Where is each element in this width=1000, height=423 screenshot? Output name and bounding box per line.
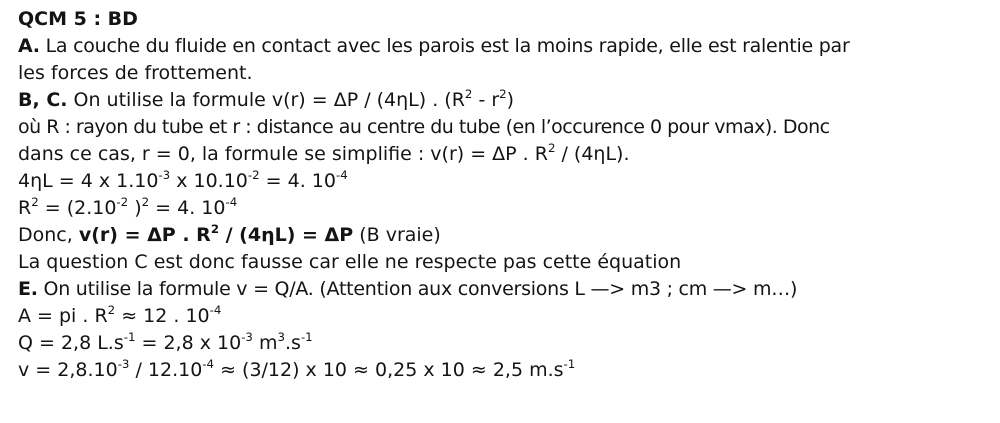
calc-text: A = pi . R	[18, 305, 108, 327]
answer-a-line-2	[18, 60, 993, 87]
calc-text: ≈ (3/12) x 10 ≈ 0,25 x 10 ≈ 2,5 m.s	[214, 359, 564, 381]
calc-text: m	[252, 332, 278, 354]
calc-text: = 4. 10	[259, 170, 336, 192]
calc-text: x 10.10	[170, 170, 248, 192]
correction-document	[18, 6, 993, 384]
donc-result-line	[18, 222, 993, 249]
exponent: 2	[547, 141, 556, 156]
answer-a-label: A.	[18, 35, 40, 57]
exponent: 2	[499, 87, 507, 102]
b-true-note: (B vraie)	[353, 224, 441, 246]
donc-text: Donc,	[18, 224, 79, 246]
question-title	[18, 6, 993, 33]
answer-bc-label: B, C.	[18, 89, 68, 111]
answer-bc-simplify-line	[18, 141, 993, 168]
conclusion-line	[18, 249, 993, 276]
calc-4etaL-line	[18, 168, 993, 195]
exponent: -1	[123, 330, 136, 345]
exponent: -1	[563, 357, 576, 372]
simplify-text-b: / (4ηL).	[555, 143, 630, 165]
conclusion-text: La question C est donc fausse car elle ne respecte pas cette équation	[18, 251, 682, 273]
answer-e-label: E.	[18, 278, 38, 300]
exponent: -3	[158, 168, 171, 183]
answer-e-intro-text: On utilise la formule v = Q/A. (Attention aux conversions L —> m3 ; cm —> m…)	[37, 278, 798, 300]
calc-flow-line	[18, 330, 993, 357]
donc-bold-formula-b: / (4ηL) = ΔP	[219, 224, 354, 246]
poiseuille-formula-intro: On utilise la formule v(r) = ΔP / (4ηL) . (R	[67, 89, 465, 111]
exponent: 2	[31, 195, 39, 210]
question-title-text: QCM 5 : BD	[18, 8, 138, 30]
exponent: 2	[210, 222, 219, 237]
exponent: -4	[335, 168, 348, 183]
exponent: -4	[202, 357, 215, 372]
exponent: -2	[116, 195, 129, 210]
answer-e-intro-line	[18, 276, 993, 303]
calc-r2-line	[18, 195, 993, 222]
exponent: 2	[107, 303, 116, 318]
exponent: 3	[277, 330, 285, 345]
calc-text: 4ηL = 4 x 1.10	[18, 170, 159, 192]
calc-text: = 4. 10	[149, 197, 226, 219]
calc-text: = (2.10	[38, 197, 117, 219]
exponent: -4	[209, 303, 222, 318]
calc-velocity-line	[18, 357, 993, 384]
calc-text: Q = 2,8 L.s	[18, 332, 124, 354]
poiseuille-formula-end: )	[506, 89, 515, 111]
answer-a-text-2: les forces de frottement.	[18, 62, 253, 84]
answer-bc-definition-line	[18, 114, 993, 141]
donc-bold-formula-a: v(r) = ΔP . R	[78, 224, 211, 246]
calc-text: = 2,8 x 10	[135, 332, 242, 354]
radius-definition-text: où R : rayon du tube et r : distance au centre du tube (en l’occurence 0 pour vmax). Donc	[18, 116, 830, 138]
poiseuille-formula-mid: - r	[472, 89, 500, 111]
answer-bc-formula-line	[18, 87, 993, 114]
exponent: -3	[241, 330, 253, 345]
exponent: -2	[247, 168, 260, 183]
calc-text: .s	[284, 332, 301, 354]
exponent: -3	[117, 357, 130, 372]
exponent: -1	[300, 330, 313, 345]
calc-text: ≈ 12 . 10	[115, 305, 210, 327]
calc-text: / 12.10	[129, 359, 203, 381]
calc-text: R	[18, 197, 32, 219]
exponent: -4	[225, 195, 238, 210]
calc-text: )	[128, 197, 142, 219]
simplify-text-a: dans ce cas, r = 0, la formule se simplifie : v(r) = ΔP . R	[18, 143, 548, 165]
calc-text: v = 2,8.10	[18, 359, 118, 381]
answer-a-text-1: La couche du fluide en contact avec les parois est la moins rapide, elle est ralentie par	[39, 35, 850, 57]
exponent: 2	[141, 195, 150, 210]
calc-area-line	[18, 303, 993, 330]
exponent: 2	[464, 87, 473, 102]
answer-a-line-1	[18, 33, 993, 60]
